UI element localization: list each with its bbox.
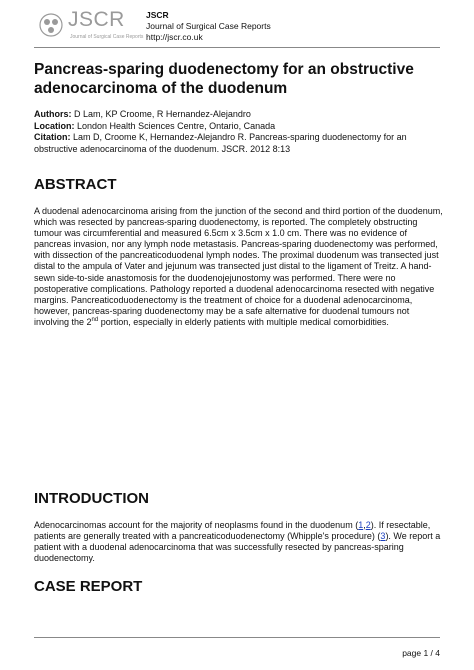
journal-url[interactable]: http://jscr.co.uk — [146, 32, 203, 42]
footer-rule — [34, 637, 440, 638]
citation-line — [34, 132, 446, 155]
reference-link-3[interactable]: 3 — [380, 531, 386, 542]
reference-link-1[interactable]: 1 — [358, 520, 364, 530]
journal-masthead — [146, 10, 271, 43]
ref-separator: , — [363, 520, 366, 530]
page-number: page 1 / 4 — [402, 648, 440, 658]
abstract-text — [34, 206, 446, 328]
intro-part-1: Adenocarcinomas account for the majority of neoplasms found in the duodenum ( — [34, 520, 359, 530]
citation: Lam D, Croome K, Hernandez-Alejandro R. Pancreas-sparing duodenectomy for an obstructive adenocarcinoma of the duodenum. JSCR. 2012 8:13 — [34, 132, 407, 154]
citation-label: Citation: — [34, 132, 71, 142]
reference-link-2[interactable]: 2 — [365, 520, 371, 530]
case-report-heading: CASE REPORT — [34, 578, 143, 595]
logo-wordmark: JSCR — [68, 8, 125, 31]
introduction-text — [34, 520, 446, 564]
location: London Health Sciences Centre, Ontario, Canada — [77, 120, 276, 131]
authors: D Lam, KP Croome, R Hernandez-Alejandro — [74, 109, 251, 119]
journal-abbrev: JSCR — [146, 10, 169, 20]
journal-name: Journal of Surgical Case Reports — [146, 21, 271, 31]
authors-label: Authors: — [34, 109, 72, 119]
intro-part-3: ). We report a patient with a duodenal adenocarcinoma that was successfully resected by pancreas-sparing duodenectomy. — [34, 531, 441, 564]
header-rule — [34, 47, 440, 48]
jscr-logo — [36, 8, 144, 44]
article-meta — [34, 109, 446, 155]
abstract-end: portion, especially in elderly patients with multiple medical comorbidities. — [98, 316, 389, 327]
logo-emblem-icon — [36, 10, 66, 40]
article-title: Pancreas-sparing duodenectomy for an obstructive adenocarcinoma of the duodenum — [34, 61, 414, 97]
logo-tagline: Journal of Surgical Case Reports — [70, 34, 144, 40]
location-line — [34, 121, 446, 133]
authors-line — [34, 109, 446, 121]
location-label: Location: — [34, 120, 75, 131]
abstract-main: A duodenal adenocarcinoma arising from the junction of the second and third portion of the duodenum, which was resected by pancreas-sparing duodenectomy, is reported. The completely obstructing tumour was circumferential and measured 6.5cm x 3.5cm x 1.0 cm. There was no evidence of pancreas invasion, nor any lymph node metastasis. Pancreas-sparing duodenectomy was performed, with dissection of the pancreaticoduodenal lymph nodes. The proximal duodenum was transected just distal to the ampula of Vater and jejunum was transected just distal to the ligament of Treitz. A hand-sewn side-to-side anastomosis for the duodenojejunostomy was performed. There were no postoperative complications. Pathology reported a duodenal adenocarcinoma resected with negative margins. Pancreaticoduodenectomy is the treatment of choice for a duodenal adenocarcinoma, however, pancreas-sparing duodenectomy may be a safe alternative for duodenal tumours not involving the 2 — [34, 206, 443, 327]
introduction-heading: INTRODUCTION — [34, 490, 149, 507]
abstract-superscript: nd — [91, 316, 99, 323]
intro-part-2: ). If resectable, patients are generally treated with a pancreaticoduodenectomy (Whipple's procedure) ( — [34, 520, 431, 542]
abstract-heading: ABSTRACT — [34, 176, 117, 193]
